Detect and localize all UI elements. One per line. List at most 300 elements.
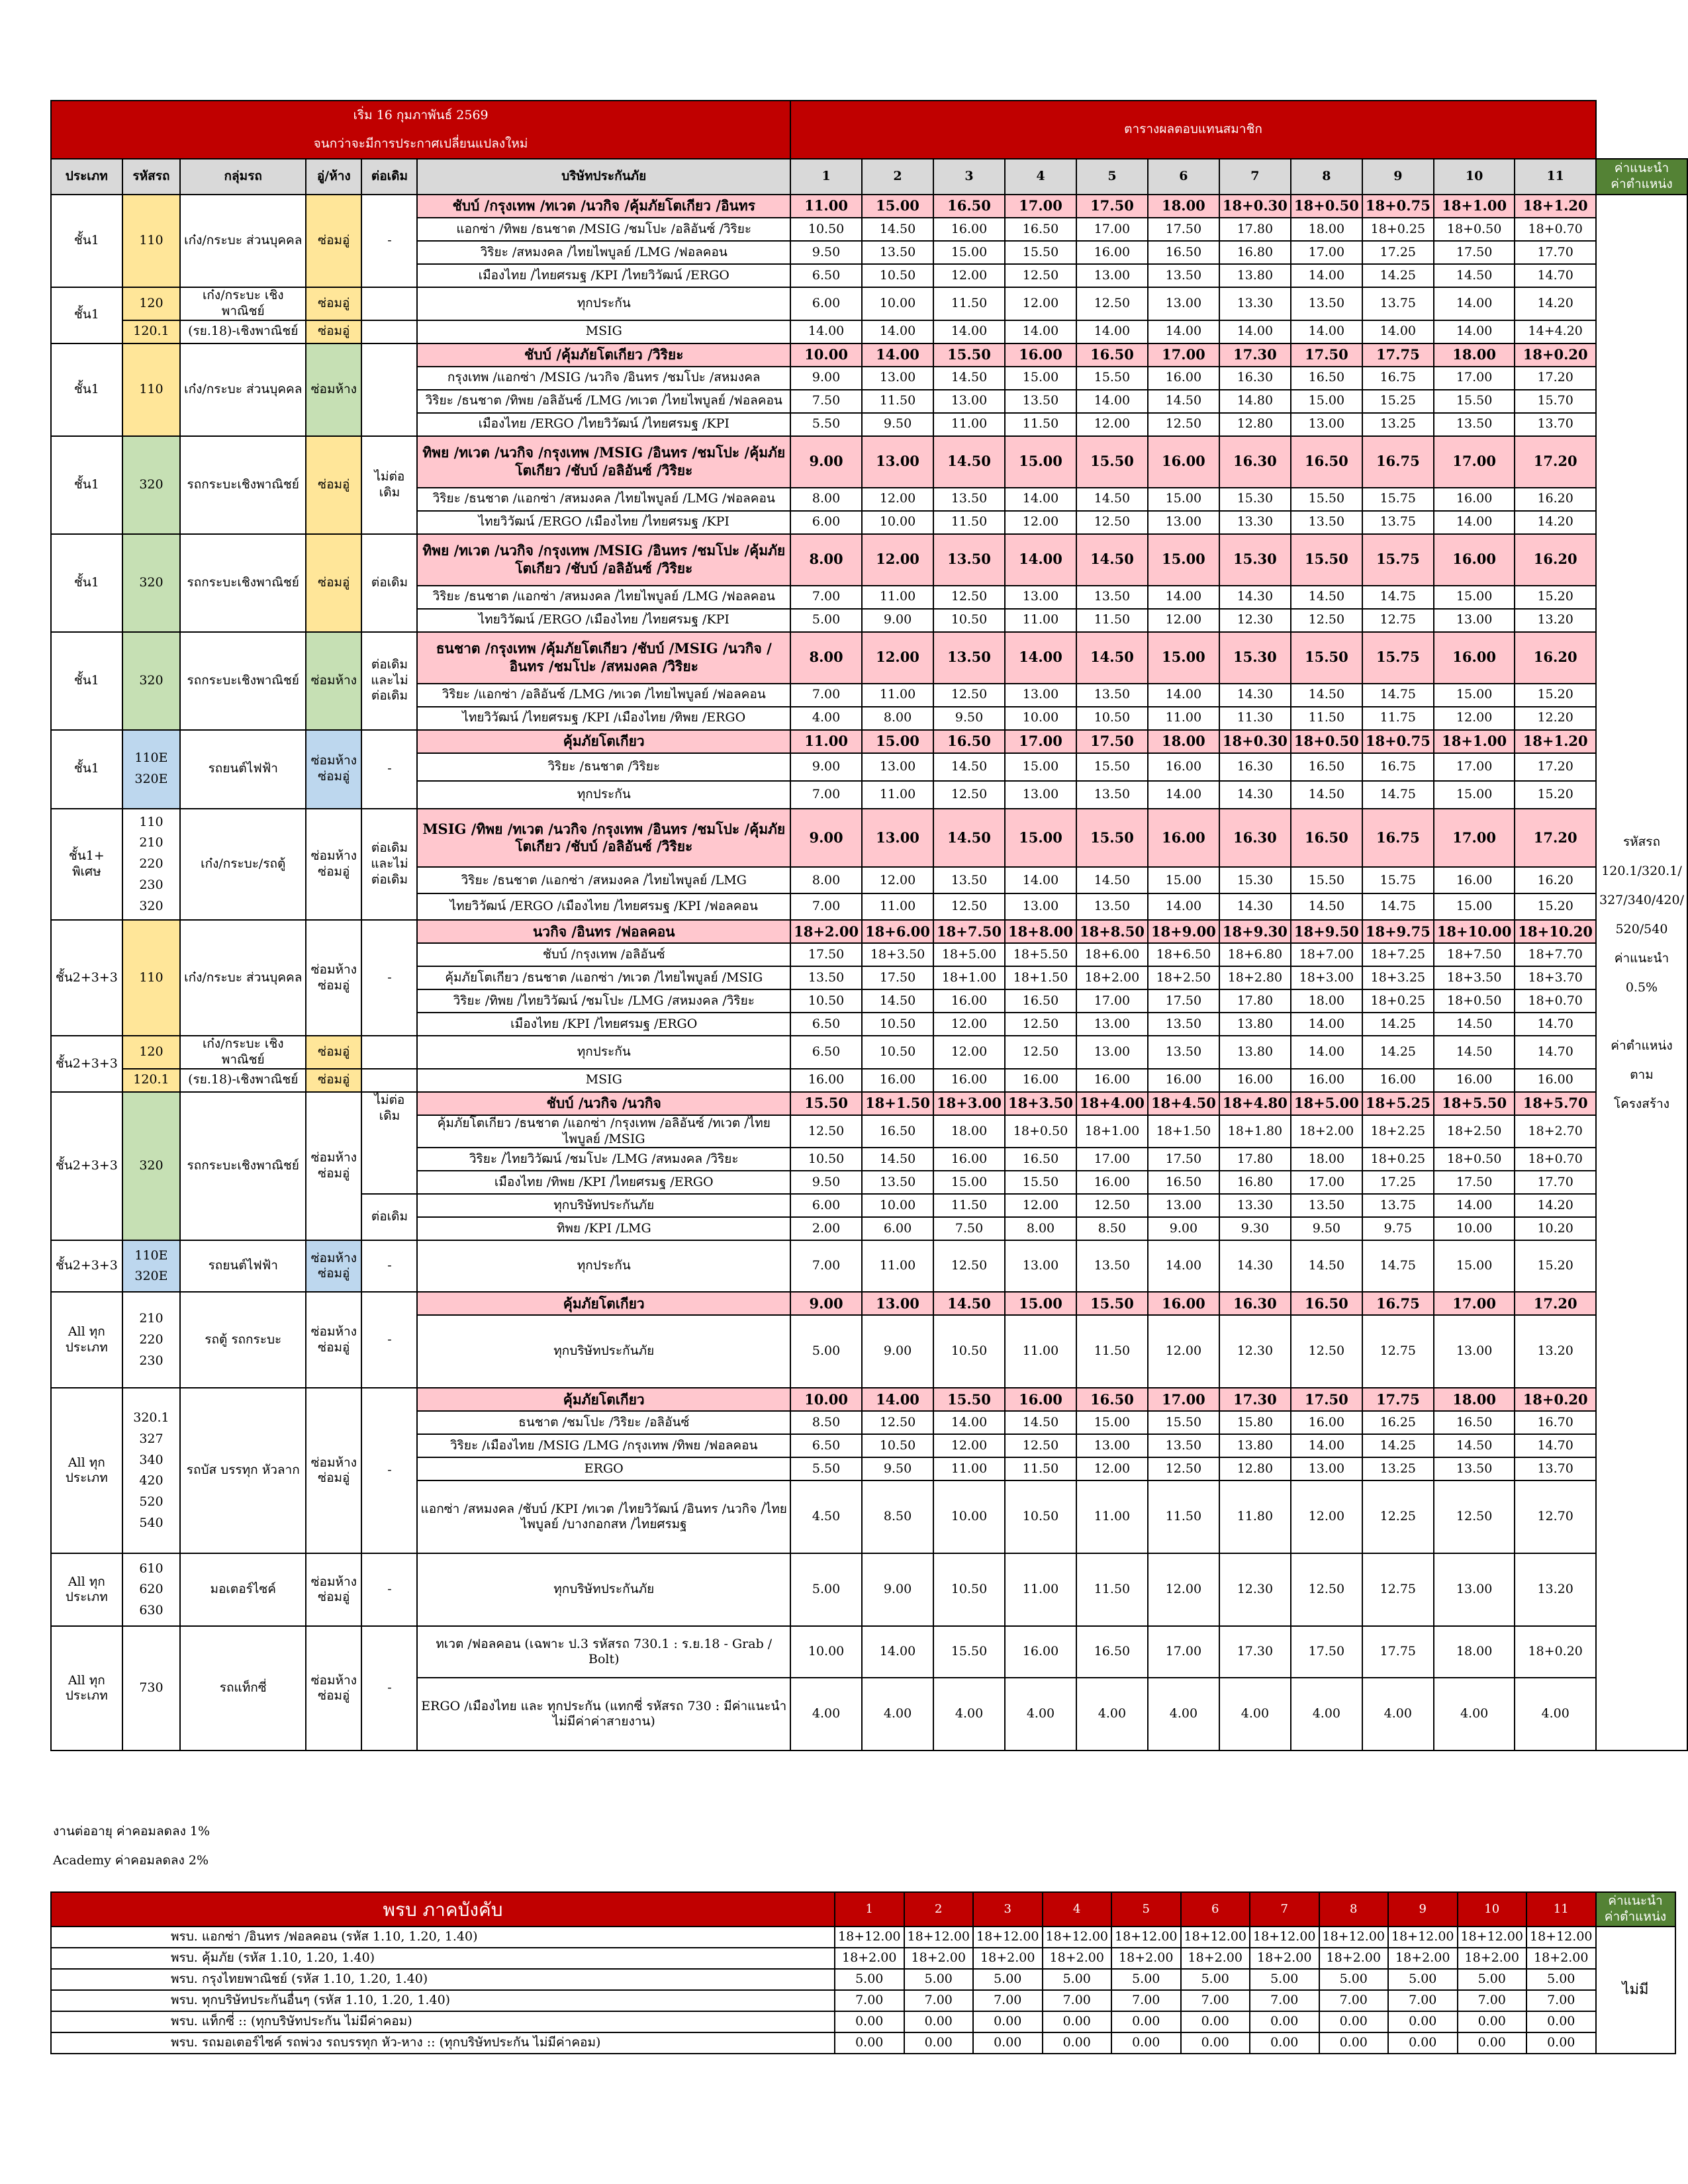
rate-level-10: 13.50 [1434, 1457, 1515, 1480]
rate-level-10: 18+3.50 [1434, 966, 1515, 989]
vehicle-code: 730 [139, 1680, 164, 1696]
compulsory-rate-level-9: 0.00 [1388, 2011, 1458, 2032]
rate-level-11: 17.70 [1515, 241, 1596, 264]
compulsory-rate-level-6: 0.00 [1181, 2011, 1250, 2032]
vehicle-code: 320 [139, 898, 164, 913]
rate-level-3: 15.00 [933, 1171, 1005, 1194]
rate-level-9: 16.75 [1362, 436, 1434, 488]
rate-level-3: 14.50 [933, 809, 1005, 868]
rate-level-6: 11.50 [1148, 1480, 1219, 1553]
compulsory-rate-level-6: 18+2.00 [1181, 1948, 1250, 1969]
rate-level-2: 14.00 [862, 320, 933, 343]
rate-level-7: 13.80 [1219, 1013, 1291, 1036]
rate-level-11: 14.70 [1515, 1013, 1596, 1036]
rate-level-1: 8.50 [790, 1411, 862, 1434]
renew-type: - [361, 730, 417, 809]
rate-level-8: 12.50 [1291, 1553, 1362, 1626]
rate-level-9: 18+3.25 [1362, 966, 1434, 989]
rate-level-7: 13.30 [1219, 287, 1291, 320]
rate-level-2: 13.00 [862, 1292, 933, 1315]
table-row [51, 287, 1687, 320]
rate-level-10: 12.00 [1434, 707, 1515, 730]
rate-level-8: 18.00 [1291, 1148, 1362, 1171]
compulsory-row [51, 2032, 1675, 2054]
rate-level-8: 12.50 [1291, 609, 1362, 632]
rate-level-10: 14.00 [1434, 511, 1515, 534]
rate-level-4: 13.00 [1005, 893, 1076, 920]
rate-level-11: 18+0.20 [1515, 343, 1596, 367]
rate-level-1: 9.50 [790, 1171, 862, 1194]
rate-level-10: 18+2.50 [1434, 1115, 1515, 1148]
rate-level-7: 14.30 [1219, 586, 1291, 609]
rate-level-8: 12.50 [1291, 1315, 1362, 1388]
rate-level-8: 12.00 [1291, 1480, 1362, 1553]
compulsory-rate-level-10: 5.00 [1458, 1969, 1527, 1990]
compulsory-rate-level-1: 7.00 [835, 1990, 904, 2011]
rate-level-6: 15.00 [1148, 867, 1219, 893]
vehicle-type: ชั้น1+ พิเศษ [51, 809, 122, 921]
rate-level-8: 11.50 [1291, 707, 1362, 730]
rate-level-7: 18+0.30 [1219, 730, 1291, 753]
rate-level-7: 13.30 [1219, 1194, 1291, 1217]
rate-level-11: 12.70 [1515, 1480, 1596, 1553]
compulsory-rate-level-1: 0.00 [835, 2011, 904, 2032]
compulsory-rate-level-9: 7.00 [1388, 1990, 1458, 2011]
rate-level-10: 15.00 [1434, 684, 1515, 707]
compulsory-rate-level-7: 0.00 [1250, 2011, 1319, 2032]
comp-header-level-9: 9 [1388, 1892, 1458, 1927]
compulsory-row [51, 1927, 1675, 1948]
rate-level-10: 15.00 [1434, 781, 1515, 809]
rate-level-3: 14.50 [933, 753, 1005, 781]
compulsory-label: พรบ. คุ้มภัย (รหัส 1.10, 1.20, 1.40) [51, 1948, 835, 1969]
rate-level-11: 14.20 [1515, 1194, 1596, 1217]
rate-level-6: 4.00 [1148, 1678, 1219, 1751]
rate-level-7: 18+6.80 [1219, 943, 1291, 966]
rate-level-7: 14.30 [1219, 684, 1291, 707]
rate-level-3: 13.50 [933, 867, 1005, 893]
compulsory-rate-level-8: 0.00 [1319, 2011, 1389, 2032]
rate-level-8: 15.50 [1291, 534, 1362, 586]
rate-level-1: 10.50 [790, 218, 862, 241]
recommend-label: ค่าแนะนำ [1608, 1893, 1663, 1909]
blank-cell [1596, 101, 1687, 159]
rate-level-4: 11.50 [1005, 413, 1076, 436]
rate-level-6: 17.00 [1148, 343, 1219, 367]
rate-level-7: 16.80 [1219, 1171, 1291, 1194]
insurance-company: ทุกบริษัทประกันภัย [417, 1194, 790, 1217]
col-header-level-3: 3 [933, 159, 1005, 195]
rate-level-6: 12.00 [1148, 609, 1219, 632]
rate-level-5: 15.50 [1076, 1292, 1148, 1315]
vehicle-code: 120 [122, 287, 181, 320]
rate-level-6: 16.00 [1148, 809, 1219, 868]
insurance-company: ชับบ์ /นวกิจ /นวกิจ [417, 1092, 790, 1115]
compulsory-rate-level-6: 18+12.00 [1181, 1927, 1250, 1948]
rate-level-5: 18+1.00 [1076, 1115, 1148, 1148]
vehicle-type: ชั้น1 [51, 436, 122, 534]
rate-level-11: 15.20 [1515, 586, 1596, 609]
rate-level-4: 12.00 [1005, 1194, 1076, 1217]
rate-level-5: 11.50 [1076, 1553, 1148, 1626]
rate-level-4: 18+5.50 [1005, 943, 1076, 966]
vehicle-code: 327 [139, 1431, 164, 1446]
rate-level-11: 15.70 [1515, 390, 1596, 413]
vehicle-group: รถยนต์ไฟฟ้า [180, 1240, 306, 1292]
vehicle-code: 110 [139, 233, 164, 248]
rate-level-8: 15.50 [1291, 488, 1362, 511]
rate-level-6: 16.00 [1148, 1292, 1219, 1315]
insurance-company: คุ้มภัยโตเกียว [417, 1292, 790, 1315]
vehicle-codes [122, 1388, 181, 1553]
table-row [51, 1388, 1687, 1411]
rate-level-8: 18+3.00 [1291, 966, 1362, 989]
rate-level-4: 18+3.50 [1005, 1092, 1076, 1115]
rate-level-6: 14.00 [1148, 684, 1219, 707]
rate-level-9: 14.75 [1362, 684, 1434, 707]
rate-level-10: 18+0.50 [1434, 989, 1515, 1013]
comp-header-level-10: 10 [1458, 1892, 1527, 1927]
table-row [51, 1240, 1687, 1292]
col-header-level-4: 4 [1005, 159, 1076, 195]
rate-level-9: 16.75 [1362, 809, 1434, 868]
rate-level-7: 18+2.80 [1219, 966, 1291, 989]
rate-level-4: 14.00 [1005, 488, 1076, 511]
rate-level-9: 14.00 [1362, 320, 1434, 343]
rate-level-5: 18+8.50 [1076, 920, 1148, 943]
vehicle-code: 110 [139, 814, 164, 829]
renew-type: ต่อเดิม [361, 1194, 417, 1240]
insurance-company: ไทยวิวัฒน์ /ERGO /เมืองไทย /ไทยศรมฐ /KPI /ฟอลคอน [417, 893, 790, 920]
rate-level-11: 13.20 [1515, 1315, 1596, 1388]
rate-level-8: 14.50 [1291, 586, 1362, 609]
vehicle-type: ชั้น1 [51, 287, 122, 343]
compulsory-rate-level-4: 0.00 [1043, 2011, 1112, 2032]
rate-level-3: 11.00 [933, 1457, 1005, 1480]
rate-level-5: 16.50 [1076, 1626, 1148, 1678]
repair-type: ซ่อมห้าง ซ่อมอู่ [306, 809, 361, 921]
rate-level-9: 18+0.25 [1362, 1148, 1434, 1171]
rate-level-6: 15.50 [1148, 1411, 1219, 1434]
rate-level-7: 18+4.80 [1219, 1092, 1291, 1115]
rate-level-1: 5.00 [790, 1553, 862, 1626]
rate-level-11: 18+0.20 [1515, 1626, 1596, 1678]
compulsory-rate-level-5: 7.00 [1111, 1990, 1181, 2011]
rate-level-7: 14.80 [1219, 390, 1291, 413]
rate-level-1: 8.00 [790, 867, 862, 893]
rate-level-5: 12.50 [1076, 511, 1148, 534]
rate-level-4: 15.00 [1005, 1292, 1076, 1315]
rate-level-5: 8.50 [1076, 1217, 1148, 1240]
insurance-company: ทิพย /ทเวต /นวกิจ /กรุงเทพ /MSIG /อินทร /ชมโปะ /คุ้มภัยโตเกียว /ชับบ์ /อลิอันซ์ /วิริยะ [417, 534, 790, 586]
rate-level-9: 13.75 [1362, 511, 1434, 534]
position-label: ค่าตำแหน่ง [1611, 177, 1673, 191]
rate-level-1: 10.00 [790, 1626, 862, 1678]
rate-level-7: 18+0.30 [1219, 195, 1291, 218]
insurance-company: MSIG [417, 1069, 790, 1092]
rate-level-7: 18+9.30 [1219, 920, 1291, 943]
repair-type: ซ่อมห้าง ซ่อมอู่ [306, 920, 361, 1036]
rate-level-10: 13.50 [1434, 413, 1515, 436]
rate-level-3: 14.00 [933, 1411, 1005, 1434]
table-row [51, 1069, 1687, 1092]
rate-level-4: 4.00 [1005, 1678, 1076, 1751]
rate-level-4: 11.50 [1005, 1457, 1076, 1480]
rate-level-3: 11.00 [933, 413, 1005, 436]
table-row [51, 1036, 1687, 1069]
rate-level-10: 15.00 [1434, 893, 1515, 920]
compulsory-rate-level-8: 7.00 [1319, 1990, 1389, 2011]
rate-level-2: 12.50 [862, 1411, 933, 1434]
rate-level-9: 15.75 [1362, 867, 1434, 893]
rate-level-2: 12.00 [862, 488, 933, 511]
rate-level-10: 18+10.00 [1434, 920, 1515, 943]
renew-type: - [361, 1292, 417, 1388]
rate-level-7: 17.30 [1219, 1388, 1291, 1411]
rate-level-1: 9.00 [790, 1292, 862, 1315]
rate-level-11: 13.20 [1515, 1553, 1596, 1626]
rate-level-4: 13.00 [1005, 586, 1076, 609]
rate-level-6: 13.50 [1148, 1036, 1219, 1069]
rate-level-9: 14.75 [1362, 586, 1434, 609]
rate-level-1: 6.00 [790, 1194, 862, 1217]
rate-level-10: 14.50 [1434, 1013, 1515, 1036]
col-header-renew: ต่อเดิม [361, 159, 417, 195]
recommend-note-line: รหัสรถ [1622, 834, 1660, 849]
vehicle-code: 320 [139, 1158, 164, 1173]
rate-level-10: 16.00 [1434, 867, 1515, 893]
rate-level-8: 16.50 [1291, 809, 1362, 868]
compulsory-rate-level-3: 18+12.00 [973, 1927, 1043, 1948]
insurance-company: MSIG /ทิพย /ทเวต /นวกิจ /กรุงเทพ /อินทร /ชมโปะ /คุ้มภัยโตเกียว /ชับบ์ /อลิอันซ์ /วิริยะ [417, 809, 790, 868]
rate-level-4: 15.00 [1005, 753, 1076, 781]
rate-level-1: 8.00 [790, 488, 862, 511]
rate-level-11: 14.20 [1515, 287, 1596, 320]
vehicle-group: รถกระบะเชิงพาณิชย์ [180, 1092, 306, 1241]
vehicle-group: เก๋ง/กระบะ ส่วนบุคคล [180, 343, 306, 436]
rate-level-4: 15.00 [1005, 809, 1076, 868]
rate-level-4: 16.50 [1005, 218, 1076, 241]
rate-level-6: 15.00 [1148, 488, 1219, 511]
rate-level-8: 18+9.50 [1291, 920, 1362, 943]
vehicle-group: รถกระบะเชิงพาณิชย์ [180, 632, 306, 730]
rate-level-1: 4.50 [790, 1480, 862, 1553]
rate-level-5: 17.00 [1076, 1148, 1148, 1171]
compulsory-rate-level-8: 18+12.00 [1319, 1927, 1389, 1948]
rate-level-9: 18+7.25 [1362, 943, 1434, 966]
compulsory-rate-level-9: 0.00 [1388, 2032, 1458, 2054]
rate-level-5: 12.50 [1076, 287, 1148, 320]
rate-level-9: 14.25 [1362, 1036, 1434, 1069]
col-header-recommend [1596, 159, 1687, 195]
compulsory-rate-level-6: 0.00 [1181, 2032, 1250, 2054]
rate-level-3: 16.00 [933, 1148, 1005, 1171]
vehicle-codes [122, 1240, 181, 1292]
rate-level-11: 14.70 [1515, 264, 1596, 287]
vehicle-codes [122, 534, 181, 632]
rate-level-10: 17.50 [1434, 241, 1515, 264]
compulsory-rate-level-11: 0.00 [1526, 2032, 1596, 2054]
compulsory-rate-level-7: 18+2.00 [1250, 1948, 1319, 1969]
rate-level-8: 13.50 [1291, 511, 1362, 534]
rate-level-8: 14.50 [1291, 1240, 1362, 1292]
rate-level-2: 8.00 [862, 707, 933, 730]
insurance-company: ไทยวิวัฒน์ /ERGO /เมืองไทย /ไทยศรมฐ /KPI [417, 609, 790, 632]
compulsory-rate-level-2: 5.00 [904, 1969, 974, 1990]
rate-level-11: 18+0.70 [1515, 218, 1596, 241]
rate-level-7: 11.80 [1219, 1480, 1291, 1553]
rate-level-10: 14.00 [1434, 320, 1515, 343]
vehicle-codes [122, 343, 181, 436]
insurance-company: วิริยะ /ไทยวิวัฒน์ /ชมโปะ /LMG /สหมงคล /วิริยะ [417, 1148, 790, 1171]
rate-level-4: 14.00 [1005, 632, 1076, 684]
compulsory-rate-level-1: 5.00 [835, 1969, 904, 1990]
compulsory-rate-level-10: 7.00 [1458, 1990, 1527, 2011]
rate-level-4: 12.50 [1005, 1434, 1076, 1457]
vehicle-group: รถยนต์ไฟฟ้า [180, 730, 306, 809]
rate-level-1: 5.00 [790, 609, 862, 632]
vehicle-code: 540 [139, 1515, 164, 1530]
vehicle-type: ชั้น1 [51, 534, 122, 632]
vehicle-code: 210 [139, 835, 164, 850]
vehicle-codes [122, 920, 181, 1036]
rate-level-3: 12.00 [933, 264, 1005, 287]
rate-level-7: 15.30 [1219, 632, 1291, 684]
rate-level-5: 15.00 [1076, 1411, 1148, 1434]
rate-level-6: 14.00 [1148, 1240, 1219, 1292]
compulsory-rate-level-10: 0.00 [1458, 2011, 1527, 2032]
compulsory-rate-level-1: 0.00 [835, 2032, 904, 2054]
compulsory-rate-level-3: 18+2.00 [973, 1948, 1043, 1969]
insurance-company: ธนชาต /กรุงเทพ /คุ้มภัยโตเกียว /ชับบ์ /MSIG /นวกิจ /อินทร /ชมโปะ /สหมงคล /วิริยะ [417, 632, 790, 684]
rate-level-11: 18+10.20 [1515, 920, 1596, 943]
compulsory-rate-level-3: 5.00 [973, 1969, 1043, 1990]
rate-level-10: 18.00 [1434, 343, 1515, 367]
rate-level-10: 18+1.00 [1434, 730, 1515, 753]
rate-level-3: 18+7.50 [933, 920, 1005, 943]
rate-level-7: 14.30 [1219, 781, 1291, 809]
rate-level-5: 17.50 [1076, 195, 1148, 218]
rate-level-8: 18+5.00 [1291, 1092, 1362, 1115]
rate-level-10: 17.00 [1434, 1292, 1515, 1315]
compulsory-rate-level-11: 7.00 [1526, 1990, 1596, 2011]
rate-level-4: 13.50 [1005, 390, 1076, 413]
rate-level-6: 11.00 [1148, 707, 1219, 730]
insurance-company: เมืองไทย /ทิพย /KPI /ไทยศรมฐ /ERGO [417, 1171, 790, 1194]
rate-level-1: 14.00 [790, 320, 862, 343]
vehicle-group: เก๋ง/กระบะ เชิงพาณิชย์ [180, 287, 306, 320]
rate-level-6: 15.00 [1148, 632, 1219, 684]
insurance-company: ERGO [417, 1457, 790, 1480]
comp-header-level-8: 8 [1319, 1892, 1389, 1927]
rate-level-5: 18+4.00 [1076, 1092, 1148, 1115]
compulsory-row [51, 1948, 1675, 1969]
insurance-company: นวกิจ /อินทร /ฟอลคอน [417, 920, 790, 943]
rate-level-8: 14.00 [1291, 1434, 1362, 1457]
rate-level-9: 13.25 [1362, 1457, 1434, 1480]
vehicle-group: มอเตอร์ไซค์ [180, 1553, 306, 1626]
rate-level-7: 14.30 [1219, 1240, 1291, 1292]
col-header-repair: อู่/ห้าง [306, 159, 361, 195]
table-title: ตารางผลตอบแทนสมาชิก [790, 101, 1596, 159]
rate-level-7: 15.30 [1219, 534, 1291, 586]
compulsory-rate-level-6: 7.00 [1181, 1990, 1250, 2011]
rate-level-10: 18+7.50 [1434, 943, 1515, 966]
insurance-company: วิริยะ /แอกซ่า /อลิอันซ์ /LMG /ทเวต /ไทยไพบูลย์ /ฟอลคอน [417, 684, 790, 707]
repair-type: ซ่อมอู่ [306, 534, 361, 632]
rate-level-1: 5.50 [790, 413, 862, 436]
rate-level-7: 12.80 [1219, 413, 1291, 436]
rate-level-4: 16.50 [1005, 1148, 1076, 1171]
rate-level-1: 10.00 [790, 1388, 862, 1411]
compulsory-table [50, 1891, 1676, 2054]
rate-level-7: 12.30 [1219, 1553, 1291, 1626]
rate-level-5: 13.00 [1076, 1434, 1148, 1457]
insurance-company: เมืองไทย /ERGO /ไทยวิวัฒน์ /ไทยศรมฐ /KPI [417, 413, 790, 436]
rate-level-8: 16.50 [1291, 367, 1362, 390]
comp-header-level-4: 4 [1043, 1892, 1112, 1927]
rate-level-5: 16.50 [1076, 1388, 1148, 1411]
col-header-type: ประเภท [51, 159, 122, 195]
renew-type: - [361, 1388, 417, 1553]
rate-level-8: 15.50 [1291, 867, 1362, 893]
rate-level-7: 15.30 [1219, 488, 1291, 511]
rate-level-5: 15.50 [1076, 367, 1148, 390]
rate-level-5: 13.50 [1076, 781, 1148, 809]
rate-level-2: 14.00 [862, 1626, 933, 1678]
rate-level-3: 12.50 [933, 893, 1005, 920]
rate-level-4: 13.00 [1005, 684, 1076, 707]
insurance-company: คุ้มภัยโตเกียว /ธนชาต /แอกซ่า /ทเวต /ไทยไพบูลย์ /MSIG [417, 966, 790, 989]
compulsory-row [51, 1990, 1675, 2011]
rate-level-7: 12.80 [1219, 1457, 1291, 1480]
vehicle-code: 230 [139, 1353, 164, 1368]
compulsory-rate-level-8: 5.00 [1319, 1969, 1389, 1990]
rate-level-6: 13.00 [1148, 511, 1219, 534]
rate-level-1: 7.00 [790, 893, 862, 920]
col-header-level-11: 11 [1515, 159, 1596, 195]
rate-level-6: 16.50 [1148, 241, 1219, 264]
rate-level-2: 14.00 [862, 343, 933, 367]
insurance-company: ทุกประกัน [417, 1240, 790, 1292]
rate-level-6: 13.50 [1148, 1013, 1219, 1036]
rate-level-9: 4.00 [1362, 1678, 1434, 1751]
compulsory-rate-level-1: 18+12.00 [835, 1927, 904, 1948]
rate-level-2: 9.00 [862, 1315, 933, 1388]
rate-level-1: 4.00 [790, 1678, 862, 1751]
rate-level-4: 12.50 [1005, 1013, 1076, 1036]
comp-header-level-6: 6 [1181, 1892, 1250, 1927]
rate-level-7: 16.30 [1219, 1292, 1291, 1315]
vehicle-group: เก๋ง/กระบะ/รถตู้ [180, 809, 306, 921]
vehicle-type: ชั้น2+3+3 [51, 1036, 122, 1092]
rate-level-7: 18+1.80 [1219, 1115, 1291, 1148]
rate-level-11: 16.20 [1515, 488, 1596, 511]
vehicle-type: ชั้น2+3+3 [51, 1240, 122, 1292]
rate-level-11: 18+2.70 [1515, 1115, 1596, 1148]
rate-level-8: 18+7.00 [1291, 943, 1362, 966]
col-header-level-10: 10 [1434, 159, 1515, 195]
rate-level-1: 10.50 [790, 1148, 862, 1171]
rate-level-5: 15.50 [1076, 753, 1148, 781]
rate-level-6: 17.50 [1148, 989, 1219, 1013]
rate-level-2: 18+1.50 [862, 1092, 933, 1115]
rate-level-11: 15.20 [1515, 893, 1596, 920]
rate-level-9: 14.75 [1362, 893, 1434, 920]
rate-level-7: 17.80 [1219, 989, 1291, 1013]
compulsory-title: พรบ ภาคบังคับ [51, 1892, 835, 1927]
vehicle-type: All ทุกประเภท [51, 1626, 122, 1751]
